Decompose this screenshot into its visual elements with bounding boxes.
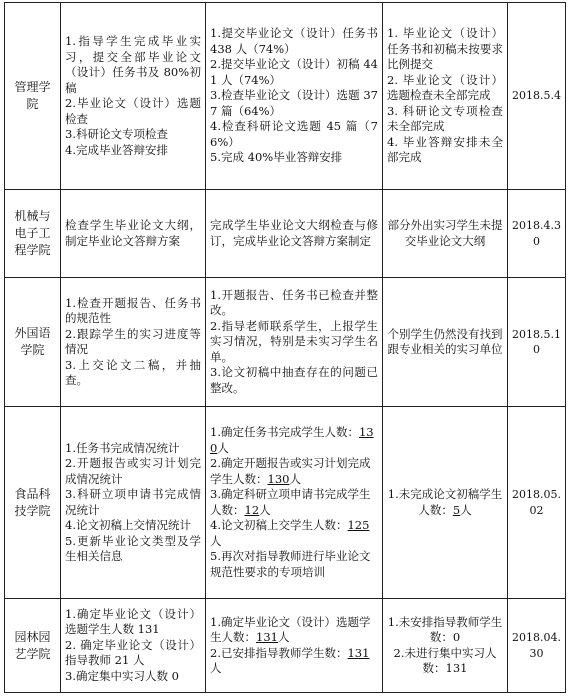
tasks-cell — [61, 278, 206, 407]
issues-cell — [383, 599, 508, 693]
task-line: 2.毕业论文（设计）选题检查 — [65, 96, 201, 126]
progress-cell — [206, 3, 383, 190]
date-cell: 2018.5.4 — [508, 3, 566, 190]
issues-cell — [383, 278, 508, 407]
table-row — [5, 3, 566, 190]
progress-count: 130 — [267, 471, 290, 486]
progress-line — [210, 425, 378, 456]
college-cell: 外国语学院 — [5, 278, 61, 407]
tasks-cell — [61, 190, 206, 278]
issue-line: 1.未安排指导教师学生数：0 — [387, 614, 503, 644]
table-row — [5, 407, 566, 599]
tasks-cell — [61, 3, 206, 190]
progress-cell — [206, 599, 383, 693]
task-line: 3.确定集中实习人数 0 — [65, 668, 179, 683]
task-line: 3.科研立项申请书完成情况统计 — [65, 487, 201, 517]
progress-unit: 人 — [210, 533, 222, 548]
task-line: 1.指导学生完成毕业实习，提交全部毕业论文（设计）任务书及 80%初稿 — [65, 34, 201, 95]
progress-text: 1.确定毕业论文（设计）选题学生人数： — [210, 614, 371, 644]
progress-line: 5.完成 40%毕业答辩安排 — [210, 150, 343, 165]
progress-line: 3.检查毕业论文（设计）选题 377 篇（64%） — [210, 88, 378, 118]
date-cell: 2018.4.30 — [508, 190, 566, 278]
progress-unit: 人 — [259, 502, 271, 517]
progress-count: 131 — [256, 630, 278, 644]
progress-line: 3.论文初稿中抽查存在的问题已整改。 — [210, 365, 378, 395]
progress-unit: 人 — [277, 630, 290, 644]
table-row — [5, 278, 566, 407]
task-line: 检查学生毕业论文大纲，制定毕业论文答辩方案 — [65, 218, 201, 248]
task-line: 2.开题报告或实习计划完成情况统计 — [65, 456, 201, 486]
progress-table — [4, 2, 566, 693]
progress-text: 2.确定开题报告或实习计划完成学生人数： — [210, 456, 371, 486]
college-cell: 管理学院 — [5, 3, 61, 190]
progress-line: 1.提交毕业论文（设计）任务书 438 人（74%） — [210, 26, 378, 56]
progress-text: 2.已安排指导教师学生数： — [210, 645, 348, 660]
task-line: 1.确定毕业论文（设计）选题学生人数 131 — [65, 606, 201, 637]
issue-line: 2.未进行集中实习人数：131 — [393, 645, 497, 675]
progress-unit: 人 — [289, 471, 301, 486]
task-line: 1.检查开题报告、任务书的规范性 — [65, 295, 201, 325]
issue-line: 部分外出实习学生未提交毕业论文大纲 — [387, 218, 503, 248]
issue-line: 2. 毕业论文（设计）选题检查未全部完成 — [387, 72, 503, 103]
task-line: 4.论文初稿上交情况统计 — [65, 518, 191, 532]
progress-line — [210, 549, 378, 580]
issue-line: 3. 科研论文专项检查未全部完成 — [387, 103, 503, 134]
issue-line: 1. 毕业论文（设计）任务书和初稿未按要求比例提交 — [387, 26, 503, 72]
task-line: 3.上交论文二稿，并抽查。 — [65, 357, 201, 387]
issue-unit: 人 — [460, 502, 472, 517]
date-cell: 2018.04.30 — [508, 599, 566, 693]
progress-text: 4.论文初稿上交学生人数： — [210, 518, 348, 532]
progress-line — [210, 456, 378, 487]
progress-text: 1.确定任务书完成学生人数： — [210, 425, 359, 439]
progress-line — [210, 646, 378, 677]
issue-text: 1.未完成论文初稿学生人数： — [387, 487, 503, 517]
progress-line — [210, 518, 378, 549]
progress-text: 3.确定科研立项申请书完成学生人数： — [210, 487, 371, 517]
progress-count: 130 — [210, 425, 374, 455]
college-cell: 机械与电子工程学院 — [5, 190, 61, 278]
progress-count: 12 — [244, 502, 260, 517]
college-cell: 园林园艺学院 — [5, 599, 61, 693]
table-row — [5, 190, 566, 278]
tasks-cell — [61, 599, 206, 693]
progress-line: 2.指导老师联系学生，上报学生实习情况，特别是未实习学生名单。 — [210, 318, 378, 364]
progress-cell — [206, 407, 383, 599]
issue-line: 4. 毕业答辩安排未全部完成 — [387, 134, 503, 165]
issue-line — [387, 487, 503, 518]
progress-count: 131 — [347, 645, 370, 660]
issues-cell — [383, 407, 508, 599]
task-line: 1.任务书完成情况统计 — [65, 440, 180, 455]
table-row — [5, 599, 566, 693]
date-cell: 2018.5.10 — [508, 278, 566, 407]
progress-line: 完成学生毕业论文大纲检查与修订，完成毕业论文答辩方案制定 — [210, 218, 378, 248]
issue-count: 5 — [452, 502, 461, 517]
date-cell: 2018.05.02 — [508, 407, 566, 599]
progress-line: 2.提交毕业论文（设计）初稿 441 人（74%） — [210, 57, 378, 87]
task-line: 2. 确定毕业论文（设计）指导教师 21 人 — [65, 637, 201, 668]
progress-cell — [206, 190, 383, 278]
task-line: 4.完成毕业答辩安排 — [65, 142, 168, 157]
progress-unit: 人 — [210, 661, 222, 675]
task-line: 5.更新毕业论文类型及学生相关信息 — [65, 533, 201, 563]
issues-cell — [383, 3, 508, 190]
progress-count: 125 — [347, 518, 370, 532]
college-cell: 食品科技学院 — [5, 407, 61, 599]
progress-line — [210, 615, 378, 646]
issue-line: 个别学生仍然没有找到跟专业相关的实习单位 — [387, 326, 503, 356]
task-line: 3.科研论文专项检查 — [65, 127, 168, 141]
progress-line: 4.检查科研论文选题 45 篇（76%） — [210, 119, 378, 149]
progress-cell — [206, 278, 383, 407]
task-line: 2.跟踪学生的实习进度等情况 — [65, 326, 201, 356]
progress-unit: 人 — [217, 440, 229, 455]
progress-text: 5.再次对指导教师进行毕业论文规范性要求的专项培训 — [210, 549, 371, 579]
tasks-cell — [61, 407, 206, 599]
progress-line: 1.开题报告、任务书已检查并整改。 — [210, 287, 378, 318]
progress-line — [210, 487, 378, 518]
issues-cell — [383, 190, 508, 278]
